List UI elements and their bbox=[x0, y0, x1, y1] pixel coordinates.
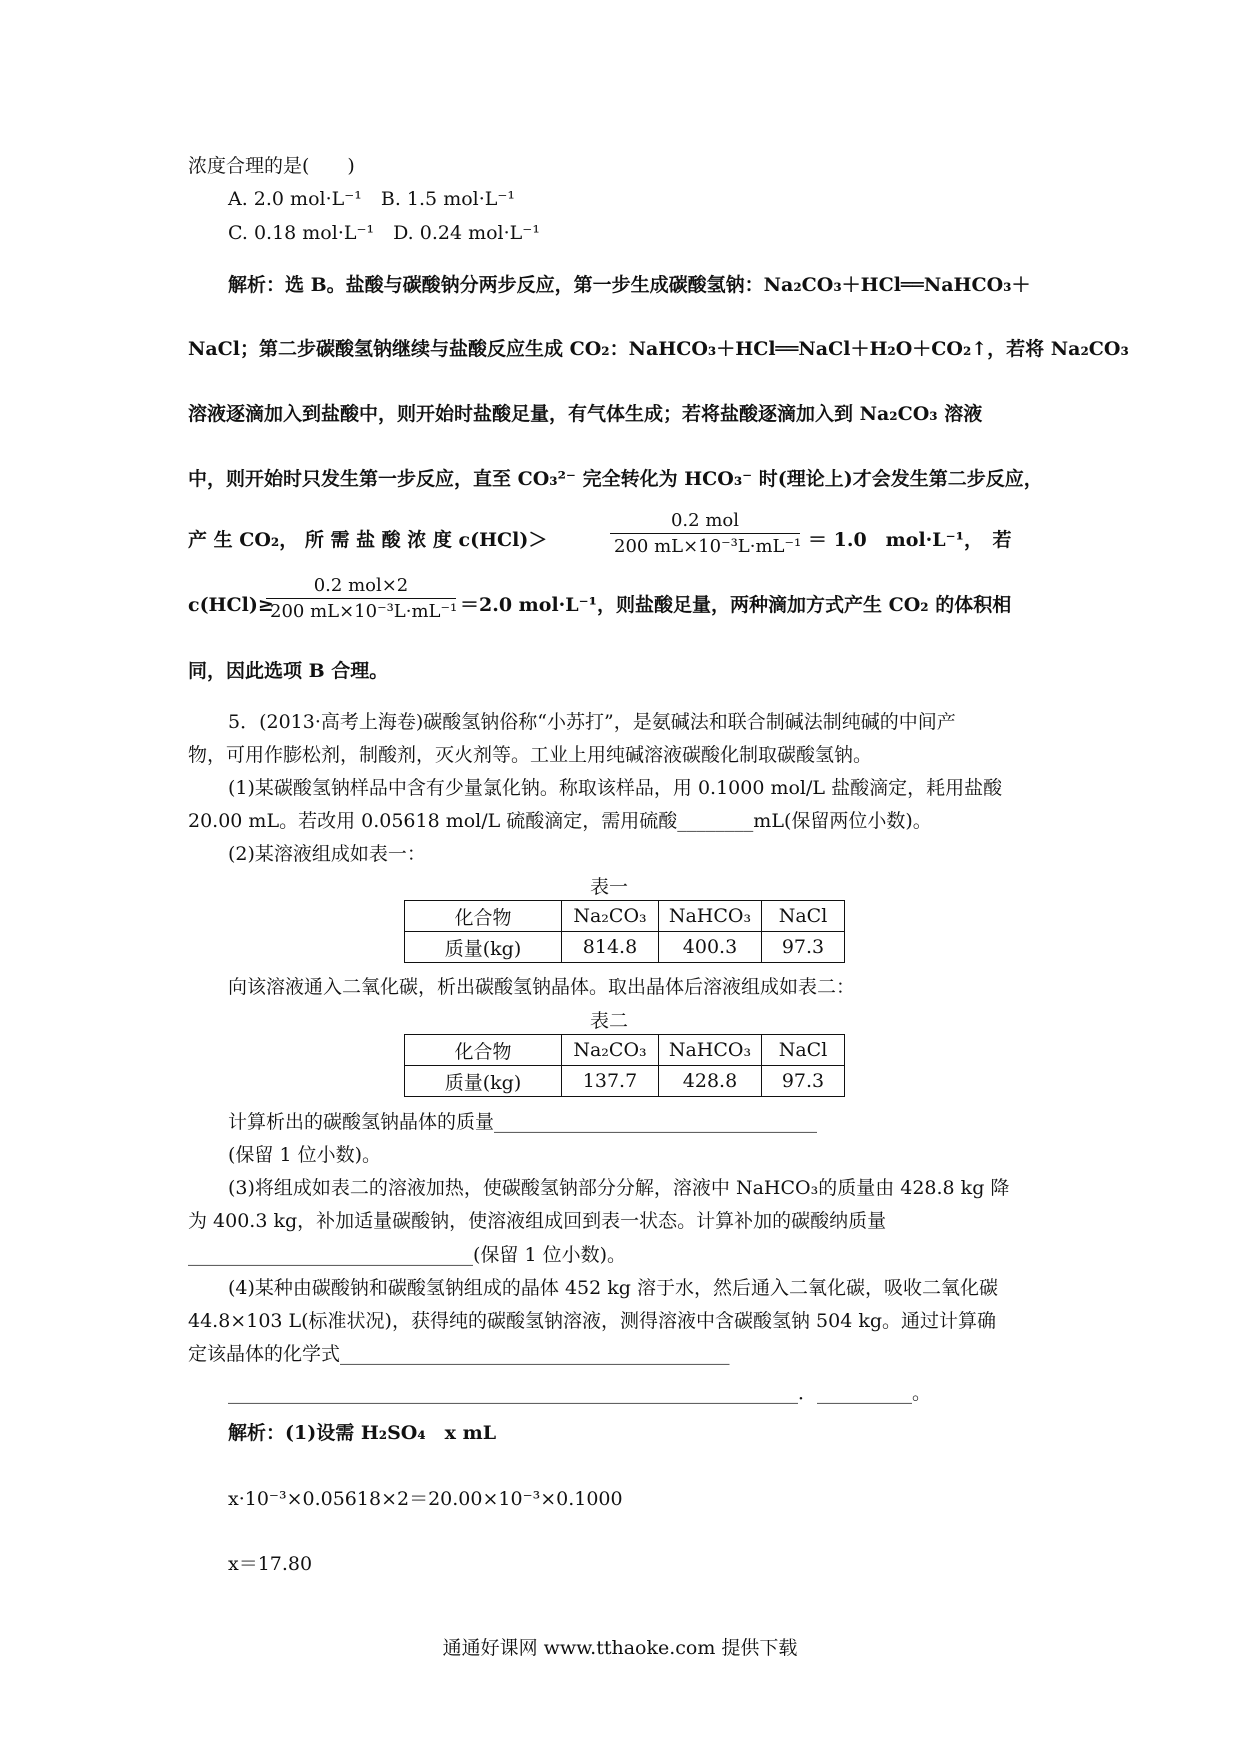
table-row bbox=[405, 1035, 845, 1066]
table-header: NaHCO₃ bbox=[659, 901, 762, 932]
q5-line-1: 5．(2013·高考上海卷)碳酸氢钠俗称“小苏打”，是氨碱法和联合制碱法制纯碱的中间产 bbox=[228, 711, 956, 733]
table1-caption: 表一 bbox=[590, 876, 629, 898]
q5-part1-line-1: (1)某碳酸氢钠样品中含有少量氯化钠。称取该样品，用 0.1000 mol/L 盐酸滴定，耗用盐酸 bbox=[228, 777, 1003, 799]
q5-part3-line-3: ______________________________(保留 1 位小数)。 bbox=[188, 1244, 626, 1266]
table-row bbox=[405, 901, 845, 932]
q5-part2-question: 计算析出的碳酸氢钠晶体的质量__________________________________ bbox=[228, 1111, 818, 1133]
table-cell: 质量(kg) bbox=[405, 932, 562, 963]
table-header: NaHCO₃ bbox=[659, 1035, 762, 1066]
q5-part4-line-1: (4)某种由碳酸钠和碳酸氢钠组成的晶体 452 kg 溶于水，然后通入二氧化碳，吸收二氧化碳 bbox=[228, 1277, 998, 1299]
analysis5-line-3: x＝17.80 bbox=[228, 1553, 313, 1575]
table-header: 化合物 bbox=[405, 901, 562, 932]
table2-caption: 表二 bbox=[590, 1010, 629, 1032]
q5-part2-intro: (2)某溶液组成如表一： bbox=[228, 843, 426, 865]
analysis4-line-6-prefix: c(HCl)≥ bbox=[188, 594, 274, 616]
page-footer: 通通好课网 www.tthaoke.com 提供下载 bbox=[442, 1637, 798, 1659]
q5-line-2: 物，可用作膨松剂，制酸剂，灭火剂等。工业上用纯碱溶液碳酸化制取碳酸氢钠。 bbox=[188, 744, 873, 766]
table-2 bbox=[404, 1034, 845, 1097]
table-cell: 137.7 bbox=[562, 1066, 659, 1097]
q5-part1-line-2: 20.00 mL。若改用 0.05618 mol/L 硫酸滴定，需用硫酸________mL(保留两位小数)。 bbox=[188, 810, 932, 832]
options-ab: A. 2.0 mol·L⁻¹ B. 1.5 mol·L⁻¹ bbox=[228, 188, 516, 210]
table-cell: 质量(kg) bbox=[405, 1066, 562, 1097]
table-cell: 400.3 bbox=[659, 932, 762, 963]
q5-part2-middle: 向该溶液通入二氧化碳，析出碳酸氢钠晶体。取出晶体后溶液组成如表二： bbox=[228, 976, 856, 998]
analysis4-line-6-suffix: ＝2.0 mol·L⁻¹，则盐酸足量，两种滴加方式产生 CO₂ 的体积相 bbox=[460, 594, 1012, 616]
q5-part4-line-4: ____________________________________________________________．__________。 bbox=[228, 1382, 932, 1404]
analysis4-line-2: NaCl；第二步碳酸氢钠继续与盐酸反应生成 CO₂：NaHCO₃＋HCl══NaCl＋H₂O＋CO₂↑，若将 Na₂CO₃ bbox=[188, 338, 1129, 360]
analysis4-line-3: 溶液逐滴加入到盐酸中，则开始时盐酸足量，有气体生成；若将盐酸逐滴加入到 Na₂CO₃ 溶液 bbox=[188, 403, 983, 425]
table-row bbox=[405, 1066, 845, 1097]
analysis4-line-5-prefix: 产 生 CO₂， 所 需 盐 酸 浓 度 c(HCl)＞ bbox=[188, 529, 548, 551]
table-header: 化合物 bbox=[405, 1035, 562, 1066]
options-cd: C. 0.18 mol·L⁻¹ D. 0.24 mol·L⁻¹ bbox=[228, 222, 540, 244]
q5-part4-line-3: 定该晶体的化学式_________________________________________ bbox=[188, 1343, 730, 1365]
table-header: NaCl bbox=[762, 901, 845, 932]
fraction-1-numerator: 0.2 mol bbox=[670, 510, 739, 531]
analysis5-line-1: 解析：(1)设需 H₂SO₄ x mL bbox=[228, 1422, 497, 1444]
q5-part3-line-1: (3)将组成如表二的溶液加热，使碳酸氢钠部分分解，溶液中 NaHCO₃的质量由 428.8 kg 降 bbox=[228, 1177, 1010, 1199]
analysis5-line-2: x·10⁻³×0.05618×2＝20.00×10⁻³×0.1000 bbox=[228, 1488, 623, 1510]
fraction-2 bbox=[266, 574, 456, 625]
fraction-1-denominator: 200 mL×10⁻³L·mL⁻¹ bbox=[610, 533, 800, 560]
table-cell: 428.8 bbox=[659, 1066, 762, 1097]
fraction-2-numerator: 0.2 mol×2 bbox=[313, 575, 409, 596]
analysis4-line-5-suffix: ＝ 1.0 mol·L⁻¹， 若 bbox=[808, 529, 1012, 551]
table-header: Na₂CO₃ bbox=[562, 1035, 659, 1066]
table-1 bbox=[404, 900, 845, 963]
table-cell: 97.3 bbox=[762, 932, 845, 963]
q5-part3-line-2: 为 400.3 kg，补加适量碳酸钠，使溶液组成回到表一状态。计算补加的碳酸纳质量 bbox=[188, 1210, 887, 1232]
table-row bbox=[405, 932, 845, 963]
analysis4-line-1: 解析：选 B。盐酸与碳酸钠分两步反应，第一步生成碳酸氢钠：Na₂CO₃＋HCl══NaHCO₃＋ bbox=[228, 274, 1031, 296]
table-header: NaCl bbox=[762, 1035, 845, 1066]
table-header: Na₂CO₃ bbox=[562, 901, 659, 932]
question-stem: 浓度合理的是( ) bbox=[188, 155, 355, 177]
fraction-2-denominator: 200 mL×10⁻³L·mL⁻¹ bbox=[266, 598, 456, 625]
q5-part4-line-2: 44.8×103 L(标准状况)，获得纯的碳酸氢钠溶液，测得溶液中含碳酸氢钠 504 kg。通过计算确 bbox=[188, 1310, 996, 1332]
analysis4-line-7: 同，因此选项 B 合理。 bbox=[188, 660, 389, 682]
fraction-1 bbox=[610, 509, 800, 560]
table-cell: 814.8 bbox=[562, 932, 659, 963]
analysis4-line-4: 中，则开始时只发生第一步反应，直至 CO₃²⁻ 完全转化为 HCO₃⁻ 时(理论上)才会发生第二步反应， bbox=[188, 468, 1043, 490]
table-cell: 97.3 bbox=[762, 1066, 845, 1097]
q5-part2-note: (保留 1 位小数)。 bbox=[228, 1144, 381, 1166]
